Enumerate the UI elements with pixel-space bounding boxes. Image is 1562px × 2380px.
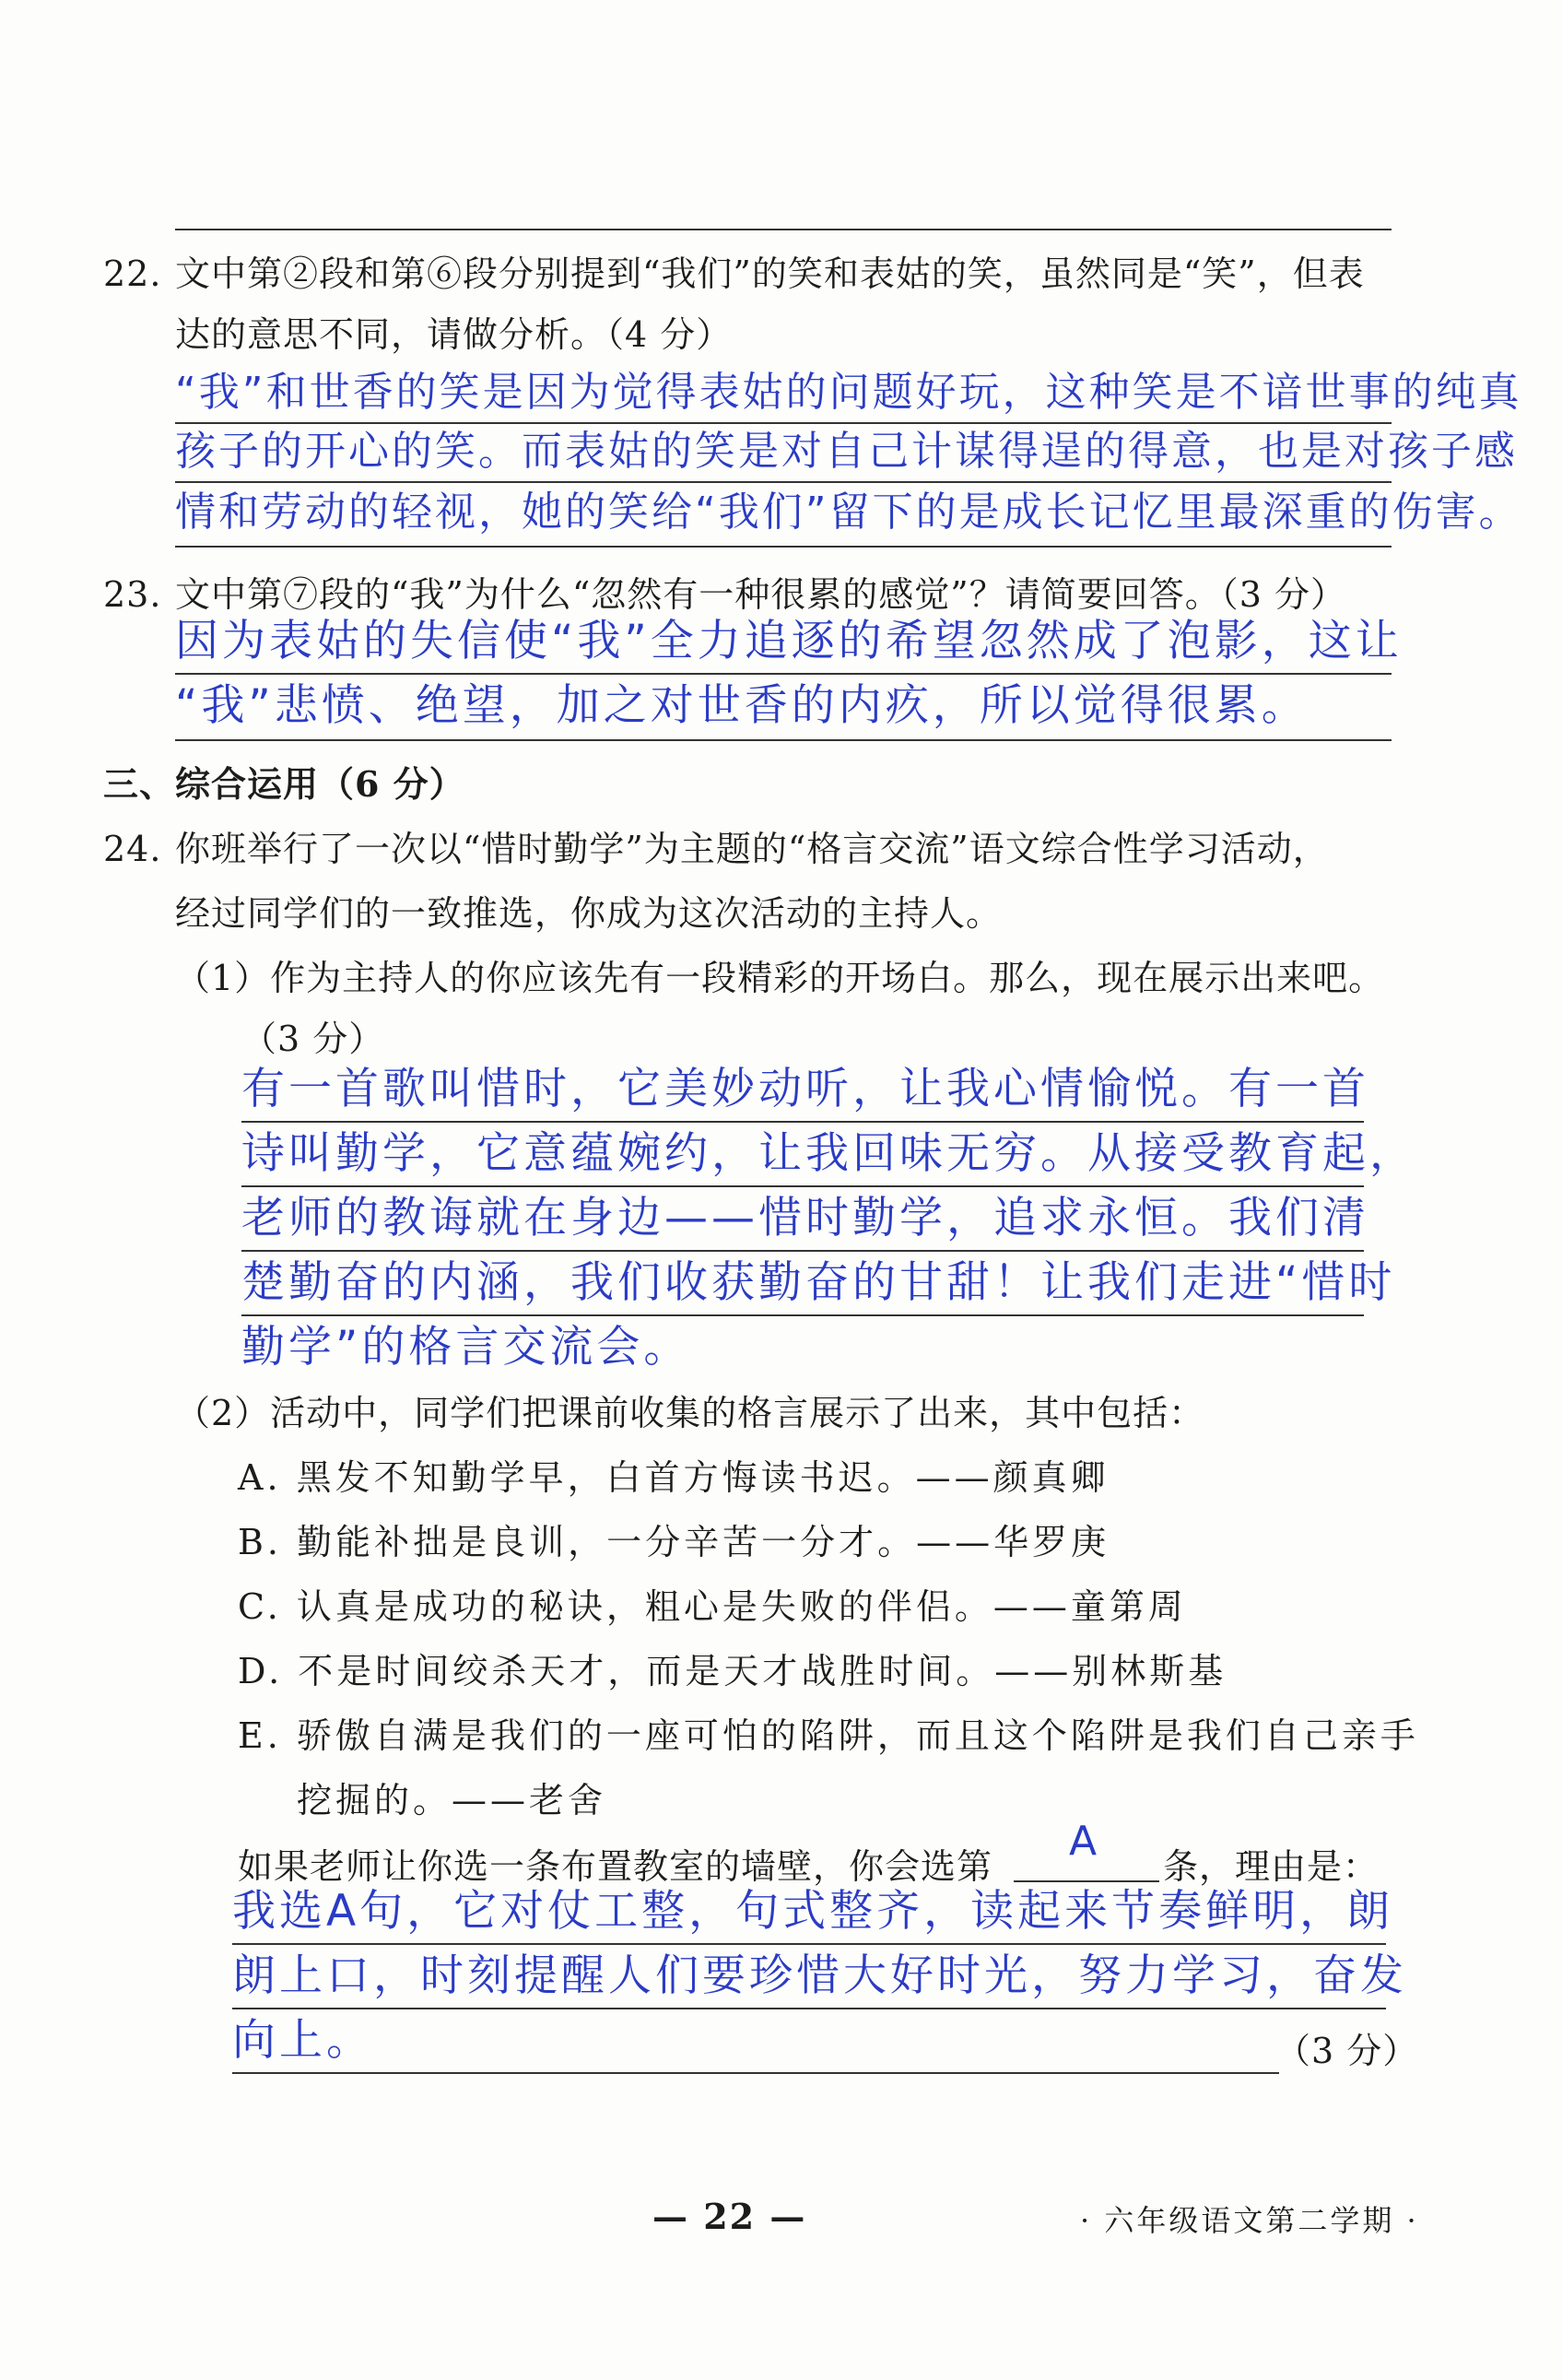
- question-22-answer-line-3: 情和劳动的轻视，她的笑给“我们”留下的是成长记忆里最深重的伤害。: [175, 489, 1522, 536]
- answer-line: [175, 229, 1392, 230]
- answer-line: [241, 1314, 1364, 1316]
- question-22-line-1: 文中第②段和第⑥段分别提到“我们”的笑和表姑的笑，虽然同是“笑”，但表: [175, 253, 1365, 294]
- motto-option-e-continued: 挖掘的。——老舍: [297, 1780, 607, 1820]
- part-2-answer-line-2: 朗上口，时刻提醒人们要珍惜大好时光，努力学习，奋发: [232, 1950, 1407, 2001]
- motto-option-a: A. 黑发不知勤学早，白首方悔读书迟。——颜真卿: [238, 1457, 1110, 1498]
- question-22-answer-line-2: 孩子的开心的笑。而表姑的笑是对自己计谋得逞的得意，也是对孩子感: [175, 428, 1518, 475]
- motto-option-e: E. 骄傲自满是我们的一座可怕的陷阱，而且这个陷阱是我们自己亲手: [238, 1715, 1419, 1756]
- question-22-answer-line-1: “我”和世香的笑是因为觉得表姑的问题好玩，这种笑是不谙世事的纯真: [175, 369, 1522, 416]
- question-24-number: 24.: [103, 829, 162, 869]
- choice-prompt: 如果老师让你选一条布置教室的墙壁，你会选第: [238, 1846, 993, 1887]
- answer-line: [232, 2072, 1279, 2074]
- answer-line: [241, 1121, 1364, 1123]
- question-23-number: 23.: [103, 574, 162, 615]
- answer-line: [232, 2008, 1386, 2009]
- part-1-line-1: （1）作为主持人的你应该先有一段精彩的开场白。那么，现在展示出来吧。: [175, 958, 1385, 998]
- part-2-answer-line-3: 向上。: [232, 2015, 373, 2066]
- part-2-answer-line-1: 我选A句，它对仗工整，句式整齐，读起来节奏鲜明，朗: [232, 1886, 1394, 1937]
- motto-option-b: B. 勤能补拙是良训，一分辛苦一分才。——华罗庚: [238, 1522, 1110, 1562]
- question-22-number: 22.: [103, 253, 162, 294]
- question-23-line-1: 文中第⑦段的“我”为什么“忽然有一种很累的感觉”？请简要回答。（3 分）: [175, 574, 1346, 615]
- question-23-answer-line-2: “我”悲愤、绝望，加之对世香的内疚，所以觉得很累。: [175, 680, 1309, 731]
- choice-prompt-suffix: 条，理由是：: [1163, 1846, 1380, 1887]
- answer-line: [232, 1943, 1386, 1945]
- part-1-answer-line-3: 老师的教诲就在身边——惜时勤学，追求永恒。我们清: [241, 1193, 1369, 1243]
- choice-answer: A: [1069, 1818, 1100, 1865]
- choice-blank-line: [1014, 1880, 1159, 1882]
- answer-line: [241, 1185, 1364, 1187]
- part-1-answer-line-4: 楚勤奋的内涵，我们收获勤奋的甘甜！让我们走进“惜时: [241, 1257, 1396, 1308]
- question-22-line-2: 达的意思不同，请做分析。（4 分）: [175, 314, 733, 355]
- part-2-score: （3 分）: [1275, 2031, 1419, 2071]
- question-24-line-1: 你班举行了一次以“惜时勤学”为主题的“格言交流”语文综合性学习活动，: [175, 829, 1329, 869]
- page-number: — 22 —: [652, 2196, 807, 2237]
- answer-line: [175, 481, 1392, 483]
- answer-line: [241, 1250, 1364, 1252]
- part-2-intro: （2）活动中，同学们把课前收集的格言展示了出来，其中包括：: [175, 1393, 1205, 1433]
- answer-line: [175, 673, 1392, 675]
- answer-line: [175, 739, 1392, 741]
- part-1-answer-line-2: 诗叫勤学，它意蕴婉约，让我回味无穷。从接受教育起，: [241, 1128, 1416, 1179]
- part-1-line-2: （3 分）: [241, 1019, 385, 1059]
- answer-line: [175, 546, 1392, 548]
- section-3-title: 三、综合运用（6 分）: [103, 763, 465, 805]
- part-1-answer-line-1: 有一首歌叫惜时，它美妙动听，让我心情愉悦。有一首: [241, 1064, 1369, 1114]
- answer-line: [175, 422, 1392, 424]
- question-24-line-2: 经过同学们的一致推选，你成为这次活动的主持人。: [175, 893, 1003, 934]
- motto-option-c: C. 认真是成功的秘诀，粗心是失败的伴侣。——童第周: [238, 1586, 1187, 1627]
- book-label: · 六年级语文第二学期 ·: [1080, 2203, 1419, 2238]
- part-1-answer-line-5: 勤学”的格言交流会。: [241, 1322, 691, 1373]
- motto-option-d: D. 不是时间绞杀天才，而是天才战胜时间。——别林斯基: [238, 1651, 1227, 1691]
- question-23-answer-line-1: 因为表姑的失信使“我”全力追逐的希望忽然成了泡影，这让: [175, 616, 1403, 666]
